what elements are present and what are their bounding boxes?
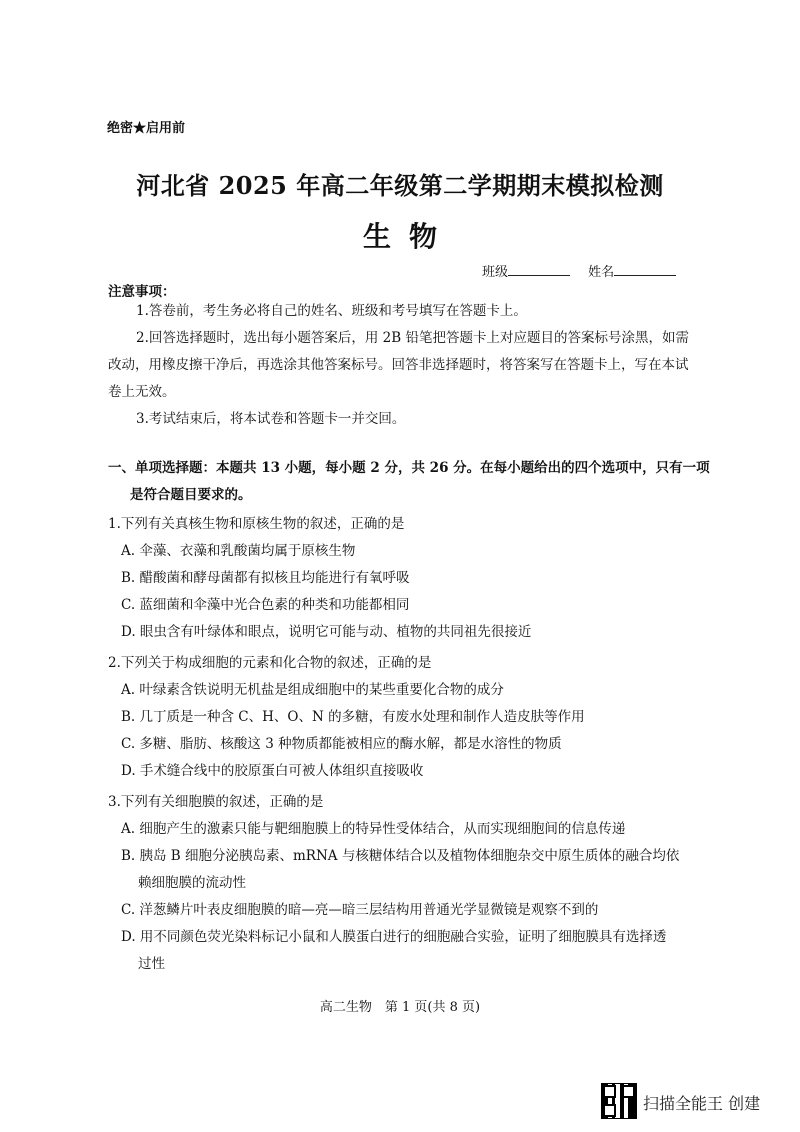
option-d-text: D. 用不同颜色荧光染料标记小鼠和人膜蛋白进行的细胞融合实验，证明了细胞膜具有选择透 bbox=[121, 929, 667, 945]
option-a: A. 叶绿素含铁说明无机盐是组成细胞中的某些重要化合物的成分 bbox=[121, 682, 504, 698]
class-blank[interactable] bbox=[508, 263, 570, 276]
qr-code-icon bbox=[601, 1083, 637, 1119]
scanner-watermark: 扫描全能王 创建 bbox=[643, 1094, 761, 1113]
notice-item: 2.回答选择题时，选出每小题答案后，用 2B 铅笔把答题卡上对应题目的答案标号涂黑，如需 bbox=[136, 330, 689, 346]
notice-item-cont: 卷上无效。 bbox=[108, 384, 176, 400]
option-a: A. 伞藻、衣藻和乳酸菌均属于原核生物 bbox=[121, 543, 356, 559]
option-b: B. 几丁质是一种含 C、H、O、N 的多糖，有废水处理和制作人造皮肤等作用 bbox=[121, 709, 585, 725]
notice-item: 1.答卷前，考生务必将自己的姓名、班级和考号填写在答题卡上。 bbox=[136, 303, 527, 319]
question-3 bbox=[108, 789, 718, 978]
option-b-text: B. 胰岛 B 细胞分泌胰岛素、mRNA 与核糖体结合以及植物体细胞杂交中原生质体的融合均依 bbox=[121, 848, 680, 864]
notice-item-cont: 改动，用橡皮擦干净后，再选涂其他答案标号。回答非选择题时，将答案写在答题卡上，写在本试 bbox=[108, 357, 689, 373]
option-d bbox=[108, 924, 718, 978]
name-blank[interactable] bbox=[614, 263, 676, 276]
question-1 bbox=[108, 511, 718, 646]
question-2 bbox=[108, 650, 718, 785]
student-info-row bbox=[482, 261, 690, 280]
question-stem: 3.下列有关细胞膜的叙述，正确的是 bbox=[108, 794, 324, 810]
section-line: 一、单项选择题：本题共 13 小题，每小题 2 分，共 26 分。在每小题给出的四个选项中，只有一项 bbox=[108, 460, 710, 476]
subject-title: 生物 bbox=[362, 220, 455, 253]
notice-item: 3.考试结束后，将本试卷和答题卡一并交回。 bbox=[136, 411, 406, 427]
option-d: D. 眼虫含有叶绿体和眼点，说明它可能与动、植物的共同祖先很接近 bbox=[121, 624, 532, 640]
page-footer: 高二生物 第 1 页(共 8 页) bbox=[319, 1000, 481, 1015]
confidential-mark: 绝密★启用前 bbox=[107, 121, 186, 136]
question-stem: 1.下列有关真核生物和原核生物的叙述，正确的是 bbox=[108, 516, 405, 532]
section-heading bbox=[108, 455, 718, 509]
name-label: 姓名 bbox=[588, 265, 615, 280]
option-c: C. 多糖、脂肪、核酸这 3 种物质都能被相应的酶水解，都是水溶性的物质 bbox=[121, 736, 562, 752]
notice-list bbox=[108, 298, 708, 433]
option-c: C. 洋葱鳞片叶表皮细胞膜的暗—亮—暗三层结构用普通光学显微镜是观察不到的 bbox=[121, 902, 599, 918]
class-label: 班级 bbox=[482, 265, 509, 280]
option-a: A. 细胞产生的激素只能与靶细胞膜上的特异性受体结合，从而实现细胞间的信息传递 bbox=[121, 821, 626, 837]
notice-title: 注意事项： bbox=[108, 284, 176, 300]
option-b-wrap: 赖细胞膜的流动性 bbox=[138, 875, 246, 891]
option-b bbox=[108, 843, 718, 897]
exam-title: 河北省 2025 年高二年级第二学期期末模拟检测 bbox=[136, 171, 664, 200]
question-stem: 2.下列关于构成细胞的元素和化合物的叙述，正确的是 bbox=[108, 655, 432, 671]
option-d-wrap: 过性 bbox=[138, 956, 165, 972]
option-c: C. 蓝细菌和伞藻中光合色素的种类和功能都相同 bbox=[121, 597, 410, 613]
option-d: D. 手术缝合线中的胶原蛋白可被人体组织直接吸收 bbox=[121, 763, 424, 779]
option-b: B. 醋酸菌和酵母菌都有拟核且均能进行有氧呼吸 bbox=[121, 570, 410, 586]
section-line: 是符合题目要求的。 bbox=[130, 487, 252, 503]
